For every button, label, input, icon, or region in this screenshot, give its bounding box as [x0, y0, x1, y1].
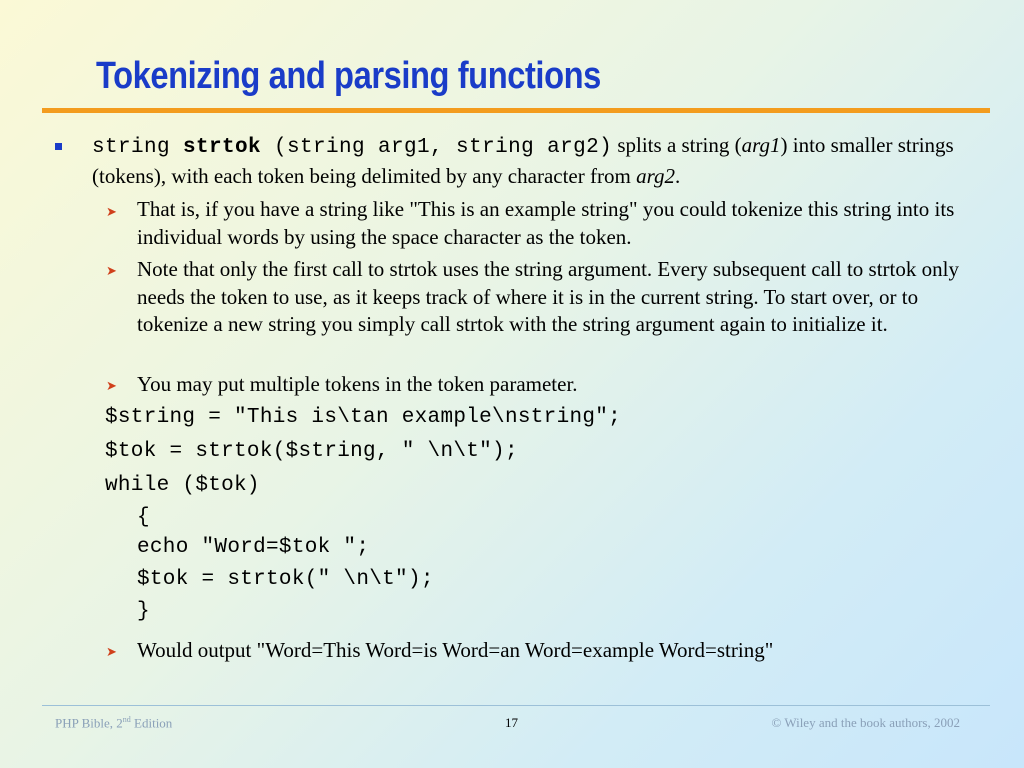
arg2-ref: arg2: [636, 164, 675, 188]
code-line-2: $tok = strtok($string, " \n\t");: [105, 440, 518, 463]
signature-args: (string arg1, string arg2): [261, 136, 613, 159]
arg1-ref: arg1: [741, 133, 781, 157]
code-line-4: {: [137, 506, 150, 529]
arrow-bullet-icon: ➤: [106, 379, 117, 394]
main-text-a: splits a string (: [612, 133, 742, 157]
sub-bullet-1: That is, if you have a string like "This is an example string" you could tokenize this string into its individual words by using the space character as the token.: [137, 197, 955, 249]
arrow-bullet-icon: ➤: [106, 264, 117, 279]
code-line-5: echo "Word=$tok ";: [137, 536, 370, 559]
code-line-6: $tok = strtok(" \n\t");: [137, 568, 434, 591]
footer-book-title: PHP Bible, 2nd Edition: [55, 715, 173, 731]
title-underline: [42, 108, 990, 113]
main-bullet-text: [92, 131, 972, 190]
arrow-bullet-icon: ➤: [106, 645, 117, 660]
page-number: 17: [505, 715, 518, 730]
footer-copyright: © Wiley and the book authors, 2002: [771, 715, 960, 730]
main-text-b: ) into smaller strings (tokens), with each token being delimited by any character from: [92, 133, 954, 188]
final-bullet: Would output "Word=This Word=is Word=an Word=example Word=string": [137, 638, 774, 662]
footer-divider: [42, 705, 990, 706]
sub-bullet-3: You may put multiple tokens in the token parameter.: [137, 372, 578, 396]
code-line-1: $string = "This is\tan example\nstring";: [105, 406, 622, 429]
signature-type: string: [92, 136, 184, 159]
main-text-c: .: [674, 164, 681, 188]
code-line-7: }: [137, 600, 150, 623]
signature-function-name: strtok: [183, 136, 262, 159]
slide-title: Tokenizing and parsing functions: [96, 55, 601, 97]
code-line-3: while ($tok): [105, 474, 260, 497]
square-bullet-icon: [55, 143, 62, 150]
sub-bullet-2: Note that only the first call to strtok uses the string argument. Every subsequent call to strtok only needs the token to use, as it keeps track of where it is in the current string. To start over, or to tokenize a new string you simply call strtok with the string argument again to initialize it.: [137, 257, 959, 336]
arrow-bullet-icon: ➤: [106, 205, 117, 220]
